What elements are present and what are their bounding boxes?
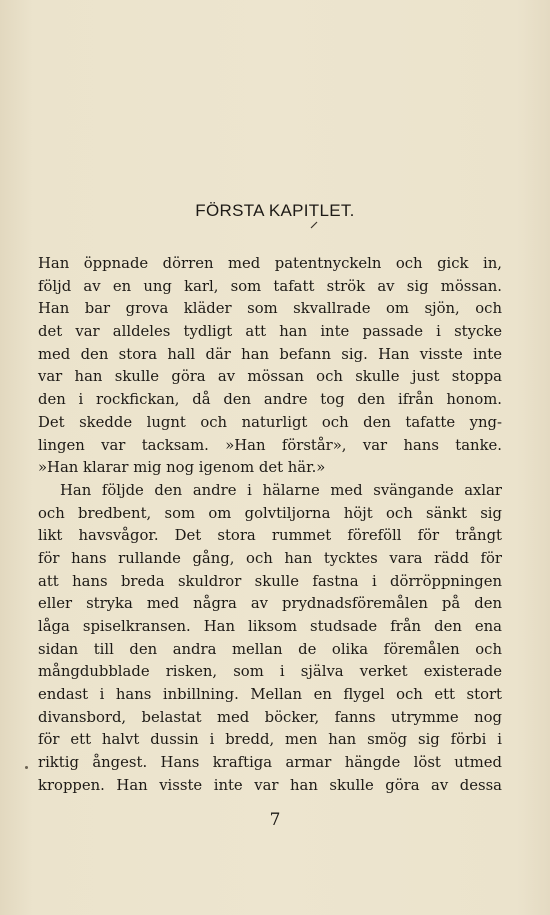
text-line: följd av en ung karl, som tafatt strök av sig mössan. (38, 277, 502, 295)
body-text (38, 253, 502, 798)
text-line: eller stryka med några av prydnadsföremålen på den (38, 595, 502, 613)
text-line: det var alldeles tydligt att han inte passade i stycke (38, 323, 502, 341)
chapter-title: FÖRSTA KAPITLET. (195, 201, 355, 220)
text-line: med den stora hall där han befann sig. Han visste inte (38, 345, 502, 363)
page-number: 7 (269, 810, 281, 830)
pen-mark-icon (310, 221, 318, 229)
text-line: var han skulle göra av mössan och skulle just stoppa (38, 368, 502, 386)
text-line: den i rockfickan, då den andre tog den ifrån honom. (38, 391, 502, 409)
text-line: för ett halvt dussin i bredd, men han smög sig förbi i (38, 731, 502, 749)
text-line: divansbord, belastat med böcker, fanns utrymme nog (38, 708, 502, 726)
text-line: Det skedde lugnt och naturligt och den tafatte yng- (38, 413, 502, 431)
text-line: riktig ångest. Hans kraftiga armar hängde löst utmed (38, 754, 502, 772)
text-line: lingen var tacksam. »Han förstår», var hans tanke. (38, 436, 502, 454)
text-line: kroppen. Han visste inte var han skulle göra av dessa (38, 776, 502, 794)
text-line: Han följde den andre i hälarne med svängande axlar (60, 481, 502, 499)
text-line: likt havsvågor. Det stora rummet föreföll för trångt (38, 527, 502, 545)
text-line: endast i hans inbillning. Mellan en flygel och ett stort (38, 686, 502, 704)
text-line: för hans rullande gång, och han tycktes vara rädd för (38, 549, 502, 567)
text-line: sidan till den andra mellan de olika föremålen och (38, 640, 502, 658)
text-line: och bredbent, som om golvtiljorna höjt och sänkt sig (38, 504, 502, 522)
text-line: Han bar grova kläder som skvallrade om sjön, och (38, 300, 502, 318)
text-line: Han öppnade dörren med patentnyckeln och gick in, (38, 255, 502, 272)
text-line: mångdubblade risken, som i själva verket existerade (38, 663, 502, 681)
text-line: att hans breda skuldror skulle fastna i dörröppningen (38, 572, 502, 590)
text-line: låga spiselkransen. Han liksom studsade från den ena (38, 618, 502, 635)
text-line: »Han klarar mig nog igenom det här.» (38, 459, 326, 477)
margin-mark (25, 766, 28, 769)
